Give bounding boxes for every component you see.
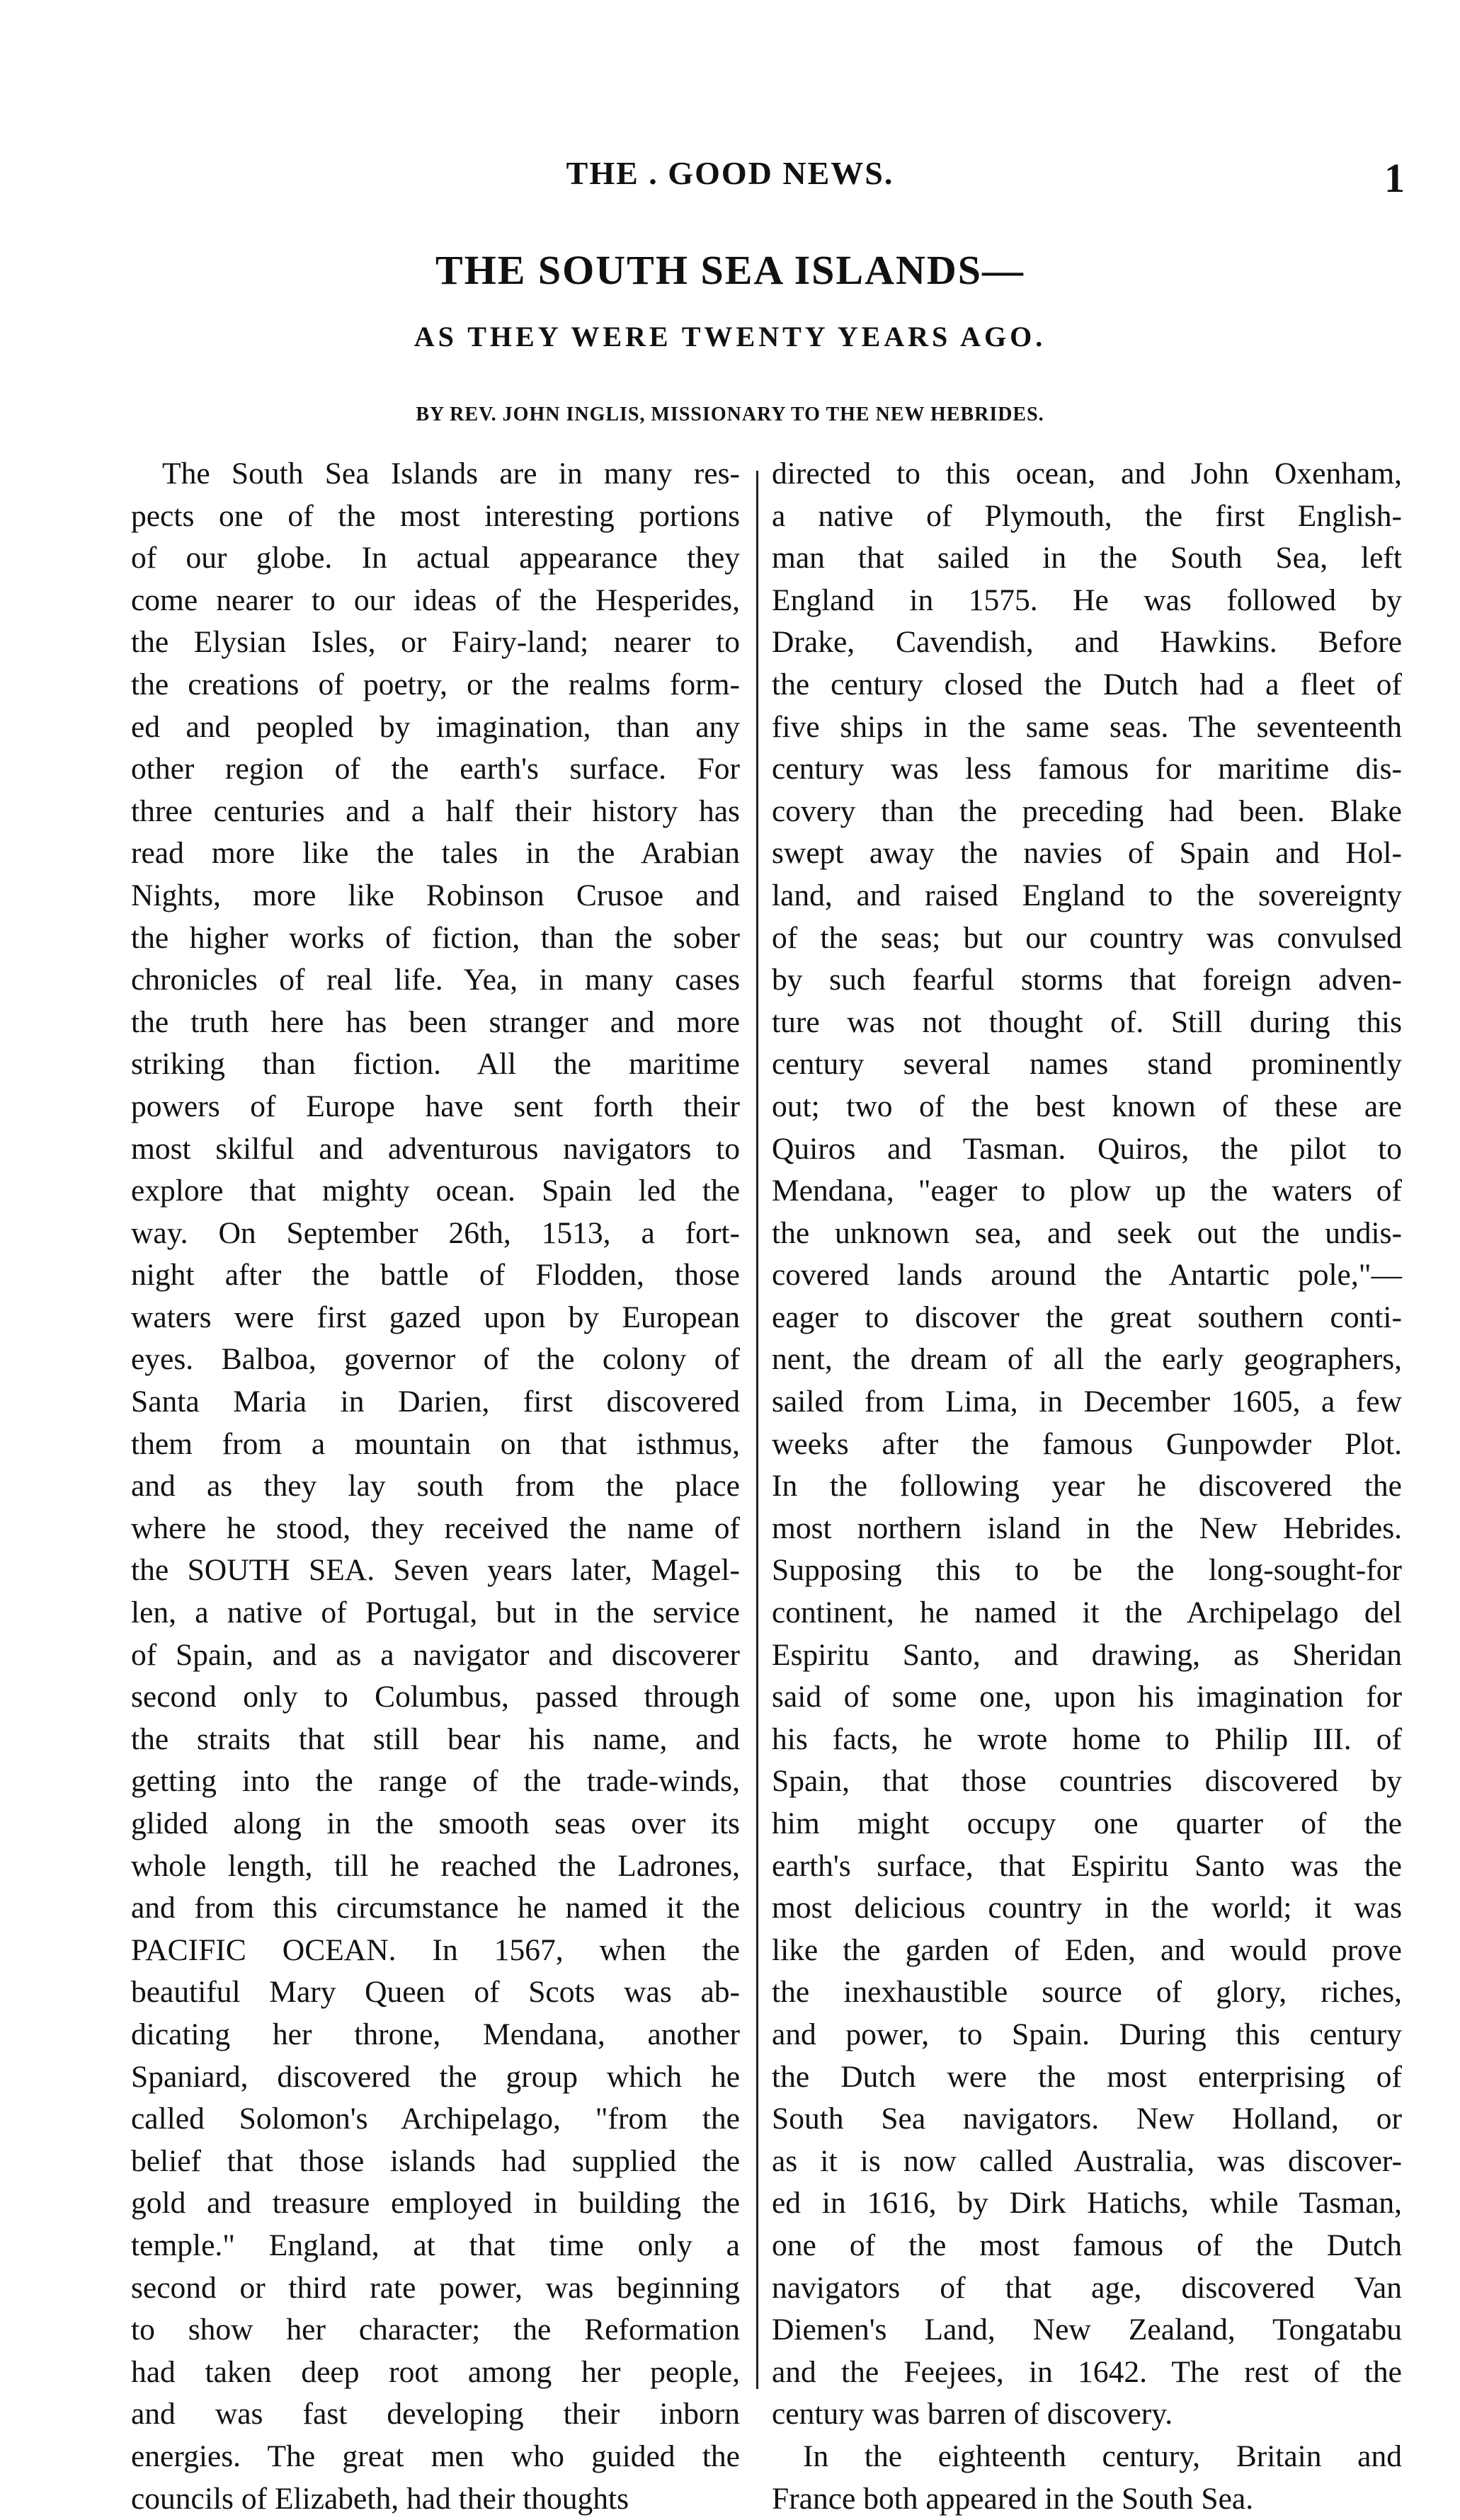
text-line: Supposing this to be the long-sought-for <box>772 1550 1402 1592</box>
text-line: the Dutch were the most enterprising of <box>772 2056 1402 2099</box>
text-line: temple." England, at that time only a <box>131 2225 740 2267</box>
text-line: Drake, Cavendish, and Hawkins. Before <box>772 622 1402 664</box>
text-line: chronicles of real life. Yea, in many cases <box>131 959 740 1002</box>
text-line: the inexhaustible source of glory, riches, <box>772 1971 1402 2014</box>
text-line: called Solomon's Archipelago, "from the <box>131 2098 740 2141</box>
text-line: nent, the dream of all the early geographers, <box>772 1339 1402 1381</box>
text-line: councils of Elizabeth, had their thoughts <box>131 2478 740 2520</box>
text-line: covered lands around the Antartic pole,"— <box>772 1254 1402 1297</box>
text-line: weeks after the famous Gunpowder Plot. <box>772 1424 1402 1466</box>
text-line: a native of Plymouth, the first English- <box>772 496 1402 538</box>
text-line: the unknown sea, and seek out the undis- <box>772 1213 1402 1255</box>
periodical-title: THE . GOOD NEWS. <box>0 154 1460 192</box>
text-line: belief that those islands had supplied the <box>131 2141 740 2183</box>
text-line: and as they lay south from the place <box>131 1465 740 1508</box>
text-line: five ships in the same seas. The seventeenth <box>772 706 1402 749</box>
text-line: most delicious country in the world; it was <box>772 1887 1402 1930</box>
text-line: getting into the range of the trade-winds, <box>131 1760 740 1803</box>
text-line: other region of the earth's surface. For <box>131 748 740 791</box>
text-line: the Elysian Isles, or Fairy-land; nearer to <box>131 622 740 664</box>
text-line: come nearer to our ideas of the Hesperides, <box>131 580 740 622</box>
text-line: the SOUTH SEA. Seven years later, Magel- <box>131 1550 740 1592</box>
text-line: eyes. Balboa, governor of the colony of <box>131 1339 740 1381</box>
text-line: night after the battle of Flodden, those <box>131 1254 740 1297</box>
text-line: Mendana, "eager to plow up the waters of <box>772 1170 1402 1213</box>
text-line: to show her character; the Reformation <box>131 2309 740 2352</box>
text-line: second only to Columbus, passed through <box>131 1676 740 1719</box>
text-line: Spain, that those countries discovered by <box>772 1760 1402 1803</box>
text-line: Nights, more like Robinson Crusoe and <box>131 875 740 917</box>
text-line: swept away the navies of Spain and Hol- <box>772 832 1402 875</box>
text-line: way. On September 26th, 1513, a fort- <box>131 1213 740 1255</box>
text-line: gold and treasure employed in building the <box>131 2182 740 2225</box>
text-line: dicating her throne, Mendana, another <box>131 2014 740 2056</box>
text-line: eager to discover the great southern conti- <box>772 1297 1402 1339</box>
text-line: man that sailed in the South Sea, left <box>772 537 1402 580</box>
running-header <box>0 154 1460 211</box>
text-line: navigators of that age, discovered Van <box>772 2267 1402 2310</box>
text-line: glided along in the smooth seas over its <box>131 1803 740 1845</box>
text-line: the straits that still bear his name, and <box>131 1719 740 1761</box>
text-line: ture was not thought of. Still during this <box>772 1002 1402 1044</box>
text-line: covery than the preceding had been. Blake <box>772 791 1402 833</box>
text-line: of the seas; but our country was convulsed <box>772 917 1402 960</box>
left-text-column <box>131 453 740 2407</box>
text-line: South Sea navigators. New Holland, or <box>772 2098 1402 2141</box>
text-line: beautiful Mary Queen of Scots was ab- <box>131 1971 740 2014</box>
text-line: powers of Europe have sent forth their <box>131 1086 740 1128</box>
text-line: the creations of poetry, or the realms form- <box>131 664 740 706</box>
text-line: PACIFIC OCEAN. In 1567, when the <box>131 1930 740 1972</box>
text-line: where he stood, they received the name of <box>131 1508 740 1550</box>
text-line: continent, he named it the Archipelago del <box>772 1592 1402 1634</box>
text-line: and from this circumstance he named it the <box>131 1887 740 1930</box>
text-line: len, a native of Portugal, but in the service <box>131 1592 740 1634</box>
text-line: century several names stand prominently <box>772 1043 1402 1086</box>
column-divider <box>756 471 758 2389</box>
text-line: him might occupy one quarter of the <box>772 1803 1402 1845</box>
text-line: read more like the tales in the Arabian <box>131 832 740 875</box>
text-line: Diemen's Land, New Zealand, Tongatabu <box>772 2309 1402 2352</box>
text-line: In the eighteenth century, Britain and <box>772 2436 1402 2478</box>
text-line: Spaniard, discovered the group which he <box>131 2056 740 2099</box>
text-line: and power, to Spain. During this century <box>772 2014 1402 2056</box>
text-line: directed to this ocean, and John Oxenham, <box>772 453 1402 496</box>
text-line: the truth here has been stranger and more <box>131 1002 740 1044</box>
text-line: of our globe. In actual appearance they <box>131 537 740 580</box>
text-line: his facts, he wrote home to Philip III. of <box>772 1719 1402 1761</box>
text-line: most skilful and adventurous navigators to <box>131 1128 740 1171</box>
text-line: energies. The great men who guided the <box>131 2436 740 2478</box>
article-title: THE SOUTH SEA ISLANDS— <box>0 246 1460 294</box>
text-line: whole length, till he reached the Ladrones, <box>131 1845 740 1888</box>
right-text-column <box>772 453 1402 2407</box>
text-line: by such fearful storms that foreign adven- <box>772 959 1402 1002</box>
text-line: waters were first gazed upon by European <box>131 1297 740 1339</box>
text-line: as it is now called Australia, was discover- <box>772 2141 1402 2183</box>
article-subtitle: AS THEY WERE TWENTY YEARS AGO. <box>0 320 1460 353</box>
article-byline: BY REV. JOHN INGLIS, MISSIONARY TO THE NEW HEBRIDES. <box>0 403 1460 426</box>
text-line: said of some one, upon his imagination for <box>772 1676 1402 1719</box>
text-line: the century closed the Dutch had a fleet of <box>772 664 1402 706</box>
text-line: the higher works of fiction, than the sober <box>131 917 740 960</box>
text-line: second or third rate power, was beginning <box>131 2267 740 2310</box>
text-line: In the following year he discovered the <box>772 1465 1402 1508</box>
text-line: and was fast developing their inborn <box>131 2393 740 2436</box>
text-line: Quiros and Tasman. Quiros, the pilot to <box>772 1128 1402 1171</box>
text-line: striking than fiction. All the maritime <box>131 1043 740 1086</box>
text-line: pects one of the most interesting portions <box>131 496 740 538</box>
text-line: ed in 1616, by Dirk Hatichs, while Tasman, <box>772 2182 1402 2225</box>
text-line: England in 1575. He was followed by <box>772 580 1402 622</box>
text-line: most northern island in the New Hebrides. <box>772 1508 1402 1550</box>
text-line: The South Sea Islands are in many res- <box>131 453 740 496</box>
text-line: of Spain, and as a navigator and discoverer <box>131 1634 740 1677</box>
text-line: sailed from Lima, in December 1605, a few <box>772 1381 1402 1424</box>
text-line: three centuries and a half their history has <box>131 791 740 833</box>
text-line: and the Feejees, in 1642. The rest of the <box>772 2352 1402 2394</box>
text-line: one of the most famous of the Dutch <box>772 2225 1402 2267</box>
text-line: land, and raised England to the sovereignty <box>772 875 1402 917</box>
text-line: ed and peopled by imagination, than any <box>131 706 740 749</box>
text-line: earth's surface, that Espiritu Santo was the <box>772 1845 1402 1888</box>
text-line: had taken deep root among her people, <box>131 2352 740 2394</box>
text-line: Santa Maria in Darien, first discovered <box>131 1381 740 1424</box>
text-line: century was barren of discovery. <box>772 2393 1402 2436</box>
text-line: them from a mountain on that isthmus, <box>131 1424 740 1466</box>
text-line: out; two of the best known of these are <box>772 1086 1402 1128</box>
page-number: 1 <box>1384 154 1405 202</box>
text-line: like the garden of Eden, and would prove <box>772 1930 1402 1972</box>
text-line: Espiritu Santo, and drawing, as Sheridan <box>772 1634 1402 1677</box>
text-line: century was less famous for maritime dis- <box>772 748 1402 791</box>
text-line: France both appeared in the South Sea. <box>772 2478 1402 2520</box>
text-line: explore that mighty ocean. Spain led the <box>131 1170 740 1213</box>
